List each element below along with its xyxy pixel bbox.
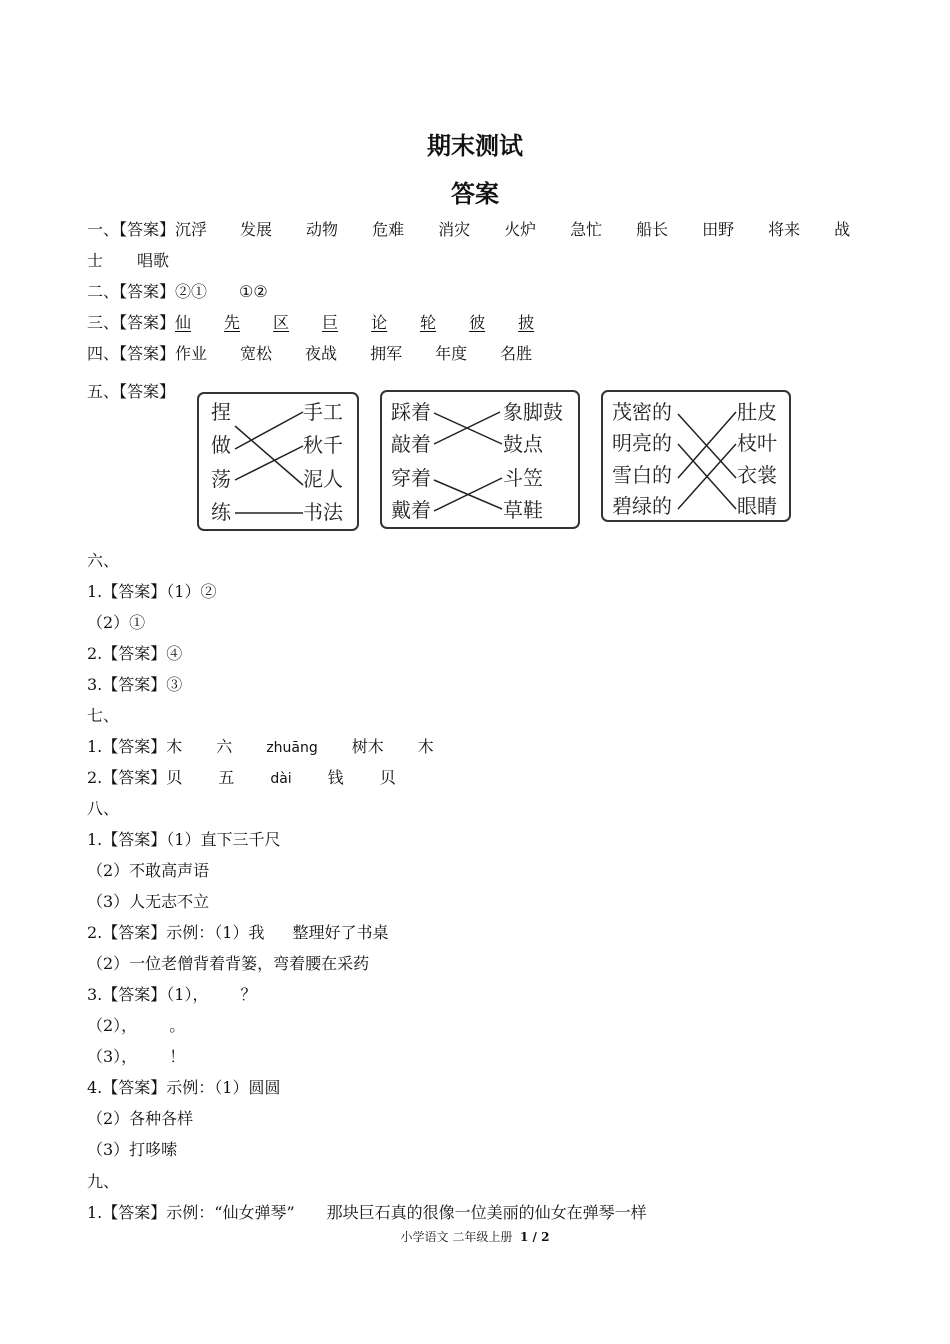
q7-item: 贝 (379, 768, 396, 787)
q3-item: 巨 (322, 313, 339, 332)
match-right-word: 肚皮 (737, 400, 777, 424)
q1-line (87, 220, 850, 240)
match-left-word: 做 (211, 433, 231, 457)
match-left-word: 练 (211, 500, 231, 524)
matching-box-2 (380, 390, 580, 529)
q4-item: 年度 (435, 344, 468, 363)
match-right-word: 象脚鼓 (503, 400, 563, 424)
q1-word: 发展 (240, 220, 273, 239)
q1-word: 消灾 (438, 220, 471, 239)
q7-item: 树木 (351, 737, 384, 756)
q7-pinyin: dài (270, 771, 292, 787)
q1-word: 沉浮 (175, 220, 208, 239)
q4-item: 名胜 (500, 344, 533, 363)
match-right-word: 书法 (303, 500, 343, 524)
q8-answer-part: 2.【答案】示例：（1）我 (87, 923, 265, 942)
q8-answer: （3）人无志不立 (87, 892, 210, 911)
page-subtitle: 答案 (451, 180, 499, 208)
q1-line-cont (87, 251, 169, 271)
q6-answer: 2.【答案】④ (87, 644, 183, 663)
q8-answer-part: 3.【答案】（1）， (87, 985, 209, 1004)
q1-word: 火炉 (504, 220, 537, 239)
match-left-word: 捏 (211, 400, 231, 424)
q7-row-1 (87, 737, 434, 758)
page-number: 1 / 2 (520, 1230, 550, 1244)
match-right-word: 眼睛 (737, 494, 777, 518)
q7-item: 木 (166, 737, 183, 756)
q1-word: 急忙 (570, 220, 603, 239)
match-left-word: 碧绿的 (612, 494, 672, 518)
match-right-word: 斗笠 (503, 466, 543, 490)
q3-item: 彼 (469, 313, 486, 332)
q8-answer: 1.【答案】（1）直下三千尺 (87, 830, 281, 849)
q4-item: 作业 (175, 344, 208, 363)
q8-answer-part: （2）， (87, 1016, 138, 1035)
q4-item: 拥军 (370, 344, 403, 363)
q3-label: 三、【答案】 (87, 313, 176, 332)
q1-label: 一、【答案】 (87, 220, 176, 239)
q6-answer: 1.【答案】（1）② (87, 582, 217, 601)
match-right-word: 鼓点 (503, 432, 543, 456)
q9-answer-part: 1.【答案】示例：“仙女弹琴” (87, 1203, 295, 1222)
q2-item: ②① (175, 282, 208, 301)
q1-word: 船长 (636, 220, 669, 239)
q3-item: 论 (371, 313, 388, 332)
match-right-word: 枝叶 (737, 431, 777, 455)
q8-answer (87, 1047, 185, 1067)
q7-item: 木 (417, 737, 434, 756)
match-right-word: 泥人 (303, 467, 343, 491)
match-right-word: 手工 (303, 400, 343, 424)
q7-label: 2.【答案】 (87, 768, 167, 787)
q8-answer-part: 整理好了书桌 (292, 923, 389, 942)
q1-word: 田野 (702, 220, 735, 239)
q8-answer: （2）不敢高声语 (87, 861, 210, 880)
q3-item: 轮 (420, 313, 437, 332)
q4-line (87, 344, 532, 364)
q1-word: 战 (834, 220, 851, 239)
match-left-word: 穿着 (391, 466, 431, 490)
q2-line (87, 282, 268, 302)
q1-word: 危难 (372, 220, 405, 239)
q7-item: 贝 (166, 768, 183, 787)
q2-item: ①② (239, 282, 268, 301)
q9-heading: 九、 (87, 1172, 120, 1191)
q7-row-2 (87, 768, 396, 789)
q7-pinyin: zhuāng (266, 740, 318, 756)
q8-answer: （3）打哆嗦 (87, 1140, 178, 1159)
q6-answer: 3.【答案】③ (87, 675, 183, 694)
q3-item: 区 (273, 313, 290, 332)
q3-item: 仙 (175, 313, 192, 332)
q7-heading: 七、 (87, 706, 120, 725)
q4-label: 四、【答案】 (87, 344, 176, 363)
q1-word: 将来 (768, 220, 801, 239)
q4-item: 夜战 (305, 344, 338, 363)
q8-answer: （2）一位老僧背着背篓，弯着腰在采药 (87, 954, 370, 973)
q5-label: 五、【答案】 (87, 382, 176, 401)
q1-word: 士 (87, 251, 104, 270)
q7-label: 1.【答案】 (87, 737, 167, 756)
page-title: 期末测试 (427, 132, 523, 160)
q7-item: 钱 (327, 768, 344, 787)
q8-answer (87, 923, 388, 943)
q8-answer (87, 985, 256, 1005)
match-right-word: 秋千 (303, 433, 343, 457)
q9-answer (87, 1203, 647, 1223)
q9-answer-part: 那块巨石真的很像一位美丽的仙女在弹琴一样 (326, 1203, 647, 1222)
q8-answer: 4.【答案】示例：（1）圆圆 (87, 1078, 281, 1097)
q8-answer-part: ？ (240, 985, 257, 1004)
match-left-word: 茂密的 (612, 400, 672, 424)
q3-item: 先 (224, 313, 241, 332)
match-left-word: 雪白的 (612, 463, 672, 487)
q6-heading: 六、 (87, 551, 120, 570)
matching-box-3 (601, 390, 791, 522)
q8-answer-part: （3）， (87, 1047, 138, 1066)
match-left-word: 荡 (211, 467, 231, 491)
q8-answer-part: ！ (169, 1047, 186, 1066)
q6-answer: （2）① (87, 613, 146, 632)
q7-item: 五 (218, 768, 235, 787)
q8-answer-part: 。 (169, 1016, 186, 1035)
page-footer (0, 1228, 950, 1245)
q8-heading: 八、 (87, 799, 120, 818)
q3-line (87, 313, 534, 333)
footer-text: 小学语文 二年级上册 (400, 1230, 513, 1244)
match-left-word: 敲着 (391, 432, 431, 456)
match-left-word: 踩着 (391, 400, 431, 424)
q8-answer: （2）各种各样 (87, 1109, 194, 1128)
matching-box-1 (197, 392, 359, 531)
q3-item: 披 (518, 313, 535, 332)
q2-label: 二、【答案】 (87, 282, 176, 301)
match-left-word: 明亮的 (612, 431, 672, 455)
match-right-word: 草鞋 (503, 498, 543, 522)
q7-item: 六 (216, 737, 233, 756)
q8-answer (87, 1016, 185, 1036)
match-left-word: 戴着 (391, 498, 431, 522)
q1-word: 唱歌 (137, 251, 170, 270)
q1-word: 动物 (306, 220, 339, 239)
q4-item: 宽松 (240, 344, 273, 363)
match-right-word: 衣裳 (737, 463, 777, 487)
